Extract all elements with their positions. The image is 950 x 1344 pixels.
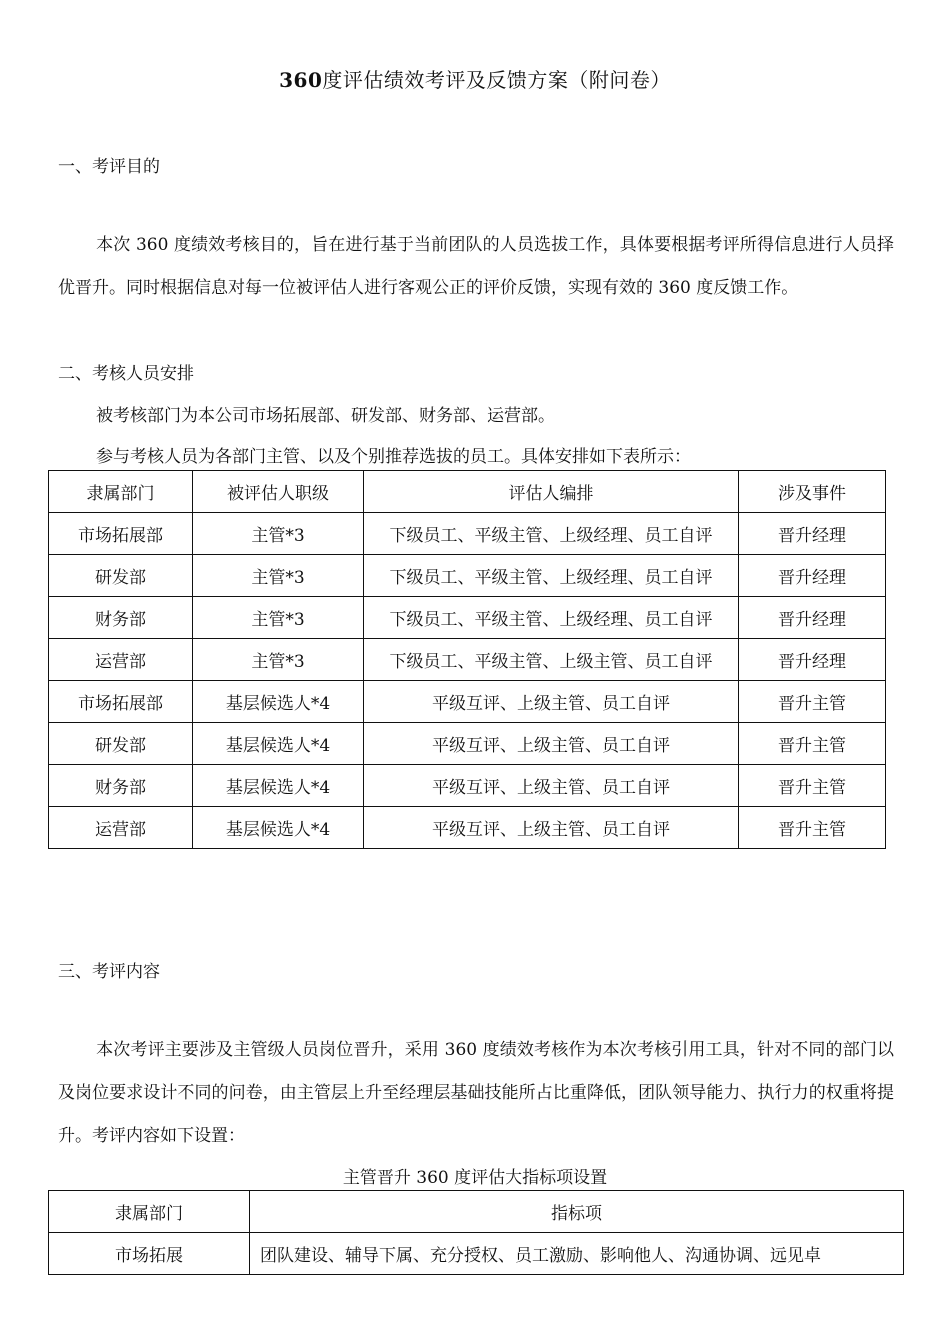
table-row — [49, 513, 886, 555]
table-row — [49, 765, 886, 807]
table-cell: 平级互评、上级主管、员工自评 — [364, 765, 739, 807]
table-cell: 基层候选人*4 — [193, 681, 364, 723]
section-heading-3: 三、考评内容 — [58, 962, 160, 982]
table-row — [49, 723, 886, 765]
table-cell: 晋升主管 — [739, 807, 886, 849]
table-cell: 下级员工、平级主管、上级主管、员工自评 — [364, 639, 739, 681]
table-cell: 团队建设、辅导下属、充分授权、员工激励、影响他人、沟通协调、远见卓 — [250, 1233, 904, 1275]
table-row — [49, 1233, 904, 1275]
section-heading-2: 二、考核人员安排 — [58, 364, 194, 384]
table-cell: 下级员工、平级主管、上级经理、员工自评 — [364, 597, 739, 639]
table-cell: 晋升主管 — [739, 723, 886, 765]
section-2-line-1: 被考核部门为本公司市场拓展部、研发部、财务部、运营部。 — [96, 406, 555, 426]
table-cell: 平级互评、上级主管、员工自评 — [364, 681, 739, 723]
table-cell: 基层候选人*4 — [193, 765, 364, 807]
table-cell: 平级互评、上级主管、员工自评 — [364, 723, 739, 765]
table-row — [49, 807, 886, 849]
section-1-paragraph — [58, 224, 894, 310]
table-header-cell: 指标项 — [250, 1191, 904, 1233]
table-cell: 下级员工、平级主管、上级经理、员工自评 — [364, 513, 739, 555]
table-cell: 主管*3 — [193, 639, 364, 681]
table-cell: 市场拓展部 — [49, 681, 193, 723]
table-cell: 主管*3 — [193, 513, 364, 555]
table-header-cell: 隶属部门 — [49, 1191, 250, 1233]
table-header-row — [49, 1191, 904, 1233]
table-cell: 财务部 — [49, 597, 193, 639]
table-header-cell: 评估人编排 — [364, 471, 739, 513]
table-cell: 市场拓展部 — [49, 513, 193, 555]
table-cell: 运营部 — [49, 807, 193, 849]
table-row — [49, 597, 886, 639]
table-header-cell: 隶属部门 — [49, 471, 193, 513]
section-1-text: 本次 360 度绩效考核目的，旨在进行基于当前团队的人员选拔工作，具体要根据考评所得信息进行人员择优晋升。同时根据信息对每一位被评估人进行客观公正的评价反馈，实现有效的 360 度反馈工作。 — [58, 235, 894, 298]
title-number: 360 — [279, 68, 323, 92]
page-title — [0, 64, 950, 93]
table-cell: 基层候选人*4 — [193, 807, 364, 849]
table-row — [49, 555, 886, 597]
section-3-text: 本次考评主要涉及主管级人员岗位晋升，采用 360 度绩效考核作为本次考核引用工具，针对不同的部门以及岗位要求设计不同的问卷，由主管层上升至经理层基础技能所占比重降低，团队领导能力、执行力的权重将提升。考评内容如下设置： — [58, 1040, 894, 1146]
table-cell: 基层候选人*4 — [193, 723, 364, 765]
table-header-row — [49, 471, 886, 513]
table-header-cell: 涉及事件 — [739, 471, 886, 513]
assessment-arrangement-table — [48, 470, 886, 849]
indicator-table — [48, 1190, 904, 1275]
table-cell: 研发部 — [49, 555, 193, 597]
table-cell: 财务部 — [49, 765, 193, 807]
section-3-paragraph — [58, 1029, 894, 1158]
table-2-caption: 主管晋升 360 度评估大指标项设置 — [342, 1168, 608, 1188]
table-cell: 晋升主管 — [739, 765, 886, 807]
table-cell: 平级互评、上级主管、员工自评 — [364, 807, 739, 849]
section-2-line-2: 参与考核人员为各部门主管、以及个别推荐选拔的员工。具体安排如下表所示： — [96, 447, 691, 467]
table-cell: 晋升经理 — [739, 555, 886, 597]
title-text: 度评估绩效考评及反馈方案（附问卷） — [322, 68, 671, 92]
table-header-cell: 被评估人职级 — [193, 471, 364, 513]
table-cell: 下级员工、平级主管、上级经理、员工自评 — [364, 555, 739, 597]
table-row — [49, 681, 886, 723]
table-row — [49, 639, 886, 681]
table-cell: 晋升主管 — [739, 681, 886, 723]
table-cell: 晋升经理 — [739, 597, 886, 639]
table-cell: 晋升经理 — [739, 513, 886, 555]
table-cell: 研发部 — [49, 723, 193, 765]
table-cell: 运营部 — [49, 639, 193, 681]
table-cell: 主管*3 — [193, 597, 364, 639]
table-cell: 主管*3 — [193, 555, 364, 597]
table-cell: 市场拓展 — [49, 1233, 250, 1275]
table-cell: 晋升经理 — [739, 639, 886, 681]
section-heading-1: 一、考评目的 — [58, 157, 160, 177]
